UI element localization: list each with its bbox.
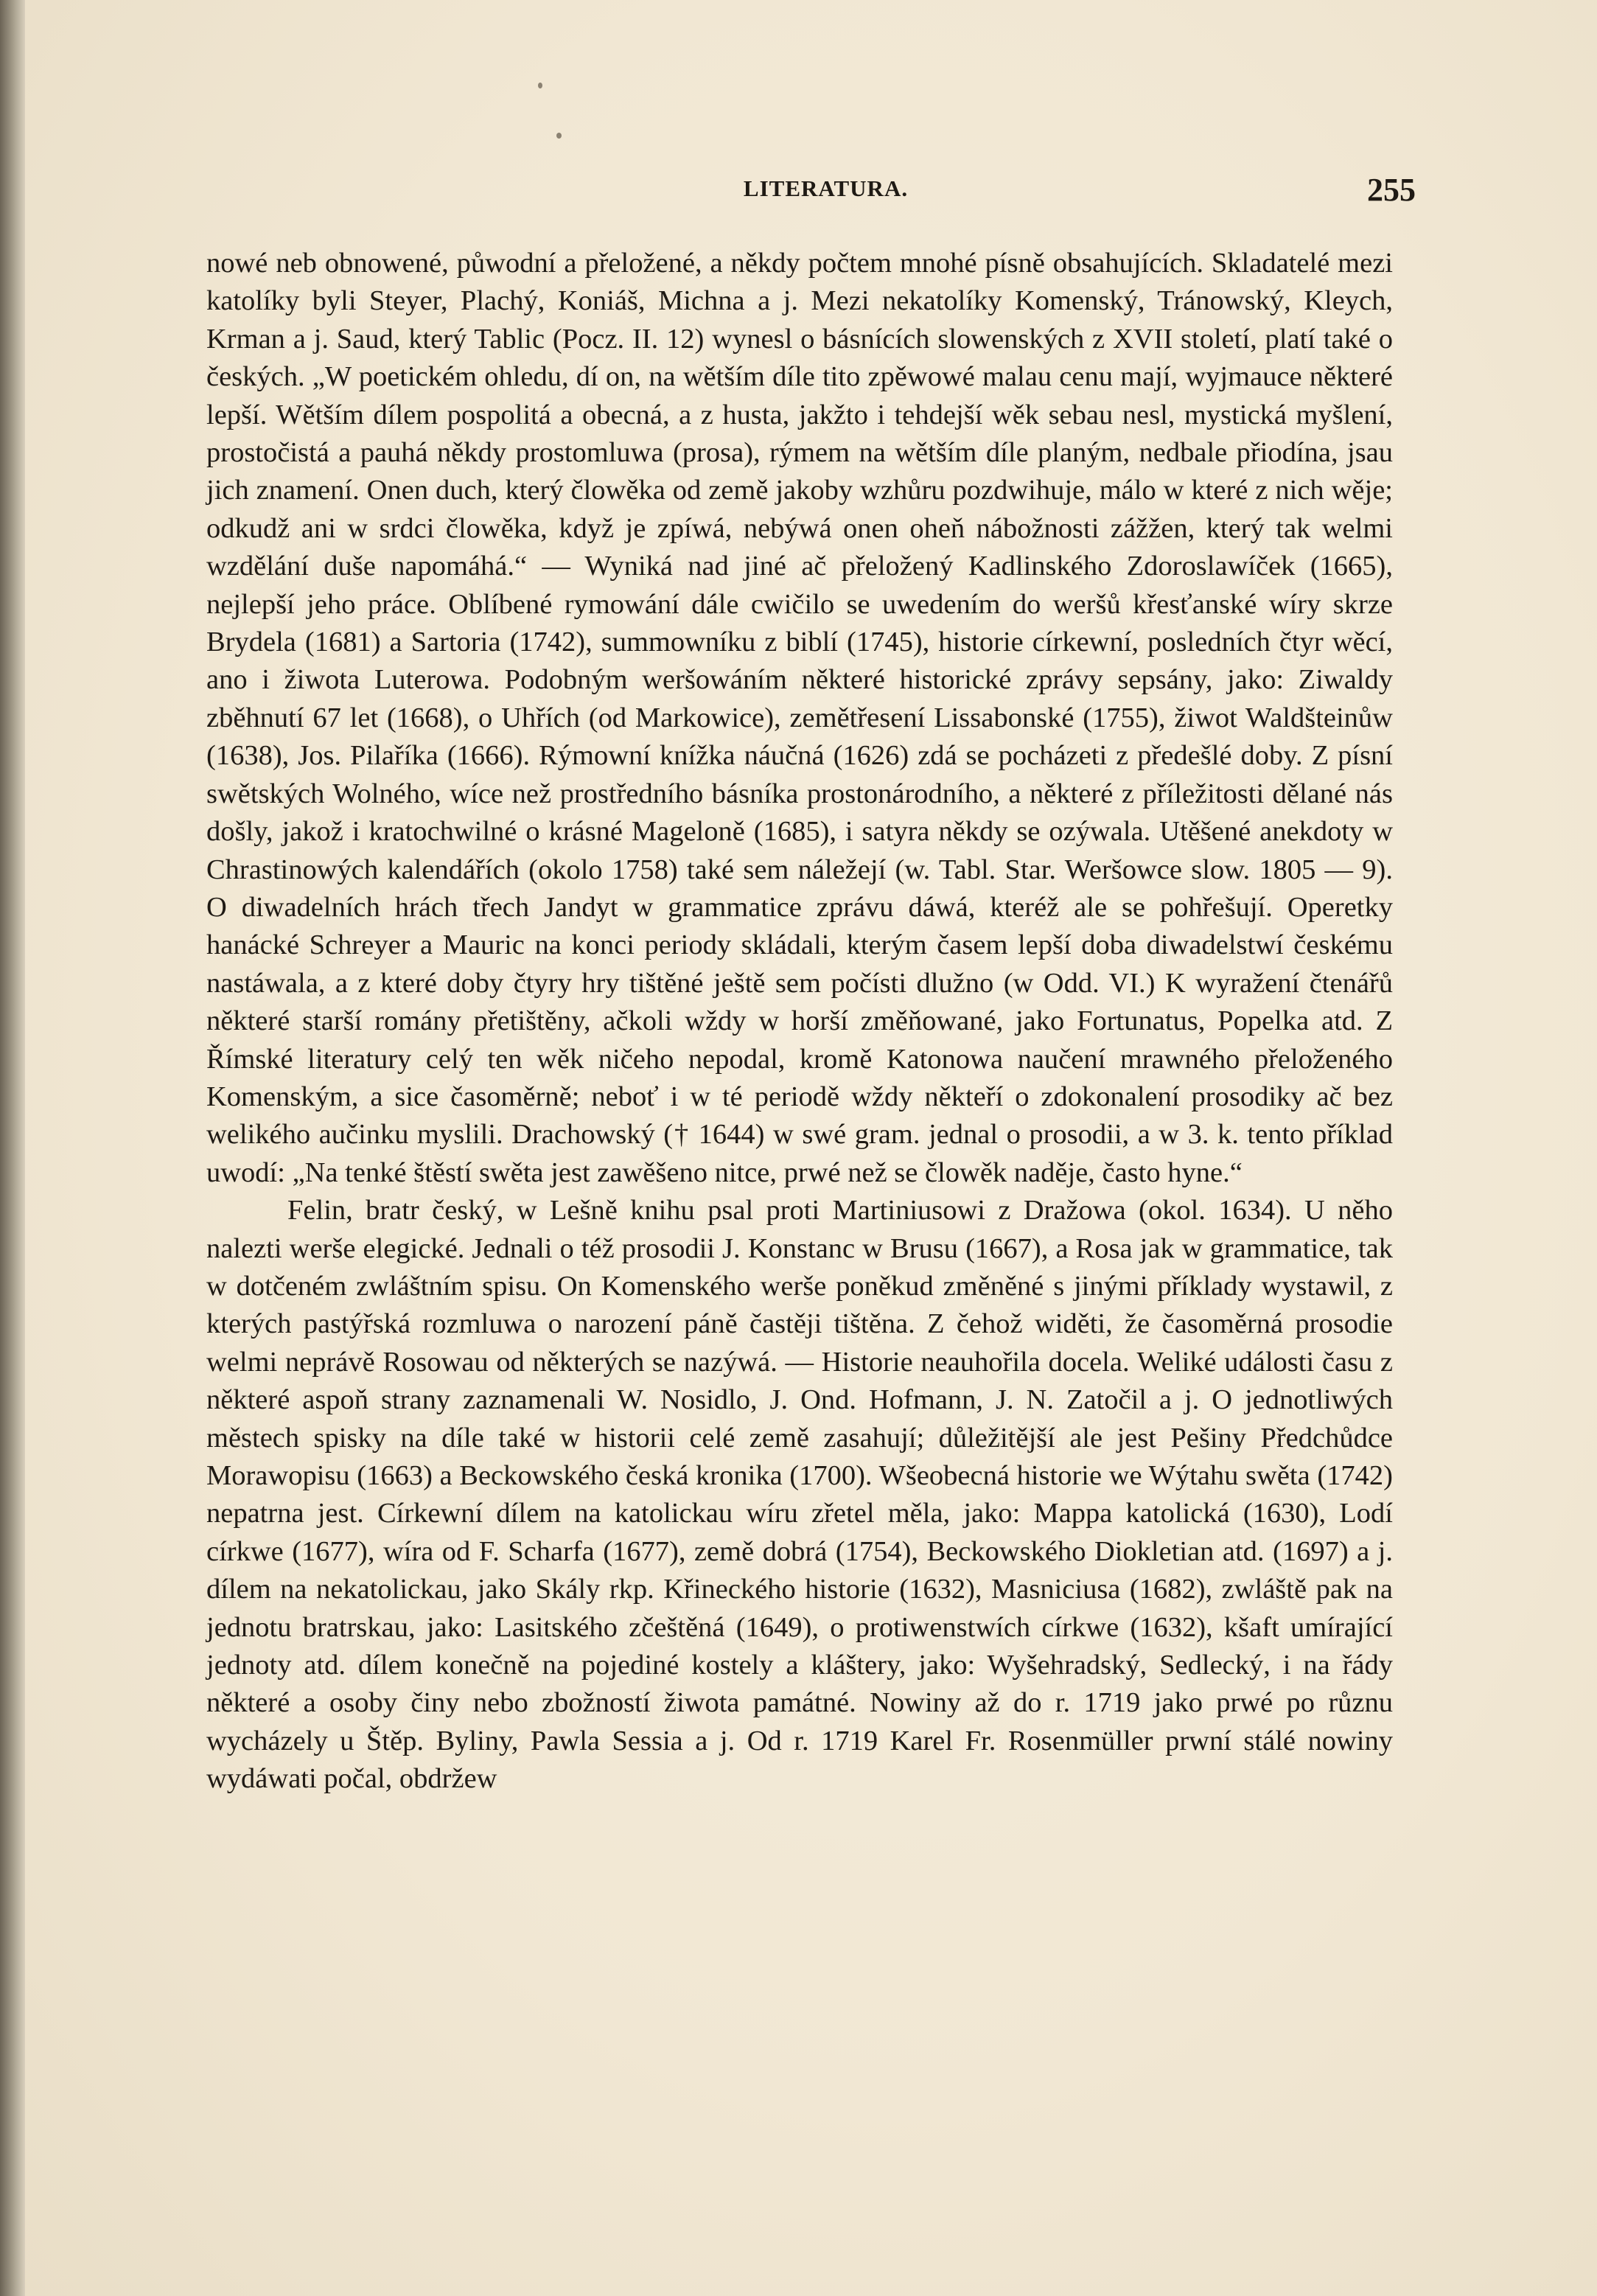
running-header (231, 171, 1420, 215)
paragraph: nowé neb obnowené, půwodní a přeložené, a někdy počtem mnohé písně obsahujících. Skladatelé mezi katolíky byli Steyer, Plachý, Koniáš, Michna a j. Mezi nekatolíky Komenský, Tránowský, Kleych, Krman a j. Saud, který Tablic (Pocz. II. 12) wynesl o básnících slowenských z XVII století, platí také o českých. „W poetickém ohledu, dí on, na wětším díle tito zpěwowé malau cenu mají, wyjmauce některé lepší. Wětším dílem pospolitá a obecná, a z husta, jakžto i tehdejší wěk sebau nesl, mystická myšlení, prostočistá a pauhá někdy prostomluwa (prosa), rýmem na wětším díle planým, nedbale přiodína, jsau jich znamení. Onen duch, který člowěka od země jakoby wzhůru pozdwihuje, málo w které z nich wěje; odkudž ani w srdci člowěka, když je zpíwá, nebýwá onen oheň nábožnosti zážžen, který tak welmi wzdělání duše napomáhá.“ — Wyniká nad jiné ač přeložený Kadlinského Zdoroslawíček (1665), nejlepší jeho práce. Oblíbené rymowání dále cwičilo se uwedením do weršů křesťanské wíry skrze Brydela (1681) a Sartoria (1742), summowníku z biblí (1745), historie církewní, posledních čtyr wěcí, ano i žiwota Luterowa. Podobným weršowáním některé historické zprávy sepsány, jako: Ziwaldy zběhnutí 67 let (1668), o Uhřích (od Markowice), zemětřesení Lissabonské (1755), žiwot Waldšteinůw (1638), Jos. Pilaříka (1666). Rýmowní knížka náučná (1626) zdá se pocházeti z předešlé doby. Z písní swětských Wolného, wíce než prostředního básníka prostonárodního, a některé z příležitosti dělané nás došly, jakož i kratochwilné o krásné Mageloně (1685), i satyra někdy se ozýwala. Utěšené anekdoty w Chrastinowých kalendářích (okolo 1758) také sem náležejí (w. Tabl. Star. Weršowce slow. 1805 — 9). O diwadelních hrách třech Jandyt w grammatice zprávu dáwá, kteréž ale se pohřešují. Operetky hanácké Schreyer a Mauric na konci periody skládali, kterým časem lepší doba diwadelstwí českému nastáwala, a z které doby čtyry hry tištěné ještě sem počísti dlužno (w Odd. VI.) K wyražení čtenářů některé starší romány přetištěny, ačkoli wždy w horší změňowané, jako Fortunatus, Popelka atd. Z Římské literatury celý ten wěk ničeho nepodal, kromě Katonowa naučení mrawného přeloženého Komenským, a sice časoměrně; neboť i w té periodě wždy někteří o zdokonalení prosodiky ač bez welikého aučinku myslili. Drachowský († 1644) w swé gram. jednal o prosodii, a w 3. k. tento příklad uwodí: „Na tenké štěstí swěta jest zawěšeno nitce, prwé než se člowěk naděje, často hyne.“ (206, 248, 1393, 1188)
paragraph: Felin, bratr český, w Lešně knihu psal proti Martiniusowi z Dražowa (okol. 1634). U něho nalezti werše elegické. Jednali o též prosodii J. Konstanc w Brusu (1667), a Rosa jak w grammatice, tak w dotčeném zwláštním spisu. On Komenského werše poněkud změněné s jinými příklady wystawil, z kterých pastýřská rozmluwa o narození páně častěji tištěna. Z čehož widěti, že časoměrná prosodie welmi neprávě Rosowau od některých se nazýwá. — Historie neauhořila docela. Weliké události času z některé aspoň strany zaznamenali W. Nosidlo, J. Ond. Hofmann, J. N. Zatočil a j. O jednotliwých městech spisky na díle také w historii celé země zasahují; důležitější ale jest Pešiny Předchůdce Morawopisu (1663) a Beckowského česká kronika (1700). Wšeobecná historie we Wýtahu swěta (1742) nepatrna jest. Církewní dílem na katolickau wíru zřetel měla, jako: Mappa katolická (1630), Lodí církwe (1677), wíra od F. Scharfa (1677), země dobrá (1754), Beckowského Diokletian atd. (1697) a j. dílem na nekatolickau, jako Skály rkp. Křineckého historie (1632), Masniciusa (1682), zwláště pak na jednotu bratrskau, jako: Lasitského zčeštěná (1649), o protiwenstwích církwe (1632), kšaft umírající jednoty atd. dílem konečně na pojediné kostely a kláštery, jako: Wyšehradský, Sedlecký, i na řády některé a osoby činy nebo zbožností žiwota památné. Nowiny až do r. 1719 jako prwé po různu wycházely u Štěp. Byliny, Pawla Sessia a j. Od r. 1719 Karel Fr. Rosenmüller prwní stálé nowiny wydáwati počal, obdržew (206, 1195, 1393, 1795)
paper-speck (538, 83, 542, 88)
page-number: 255 (1367, 172, 1416, 208)
paper-speck (556, 133, 562, 139)
body-text (206, 245, 1393, 1798)
book-spine-shadow (0, 0, 25, 2296)
running-title: LITERATURA. (743, 175, 909, 201)
